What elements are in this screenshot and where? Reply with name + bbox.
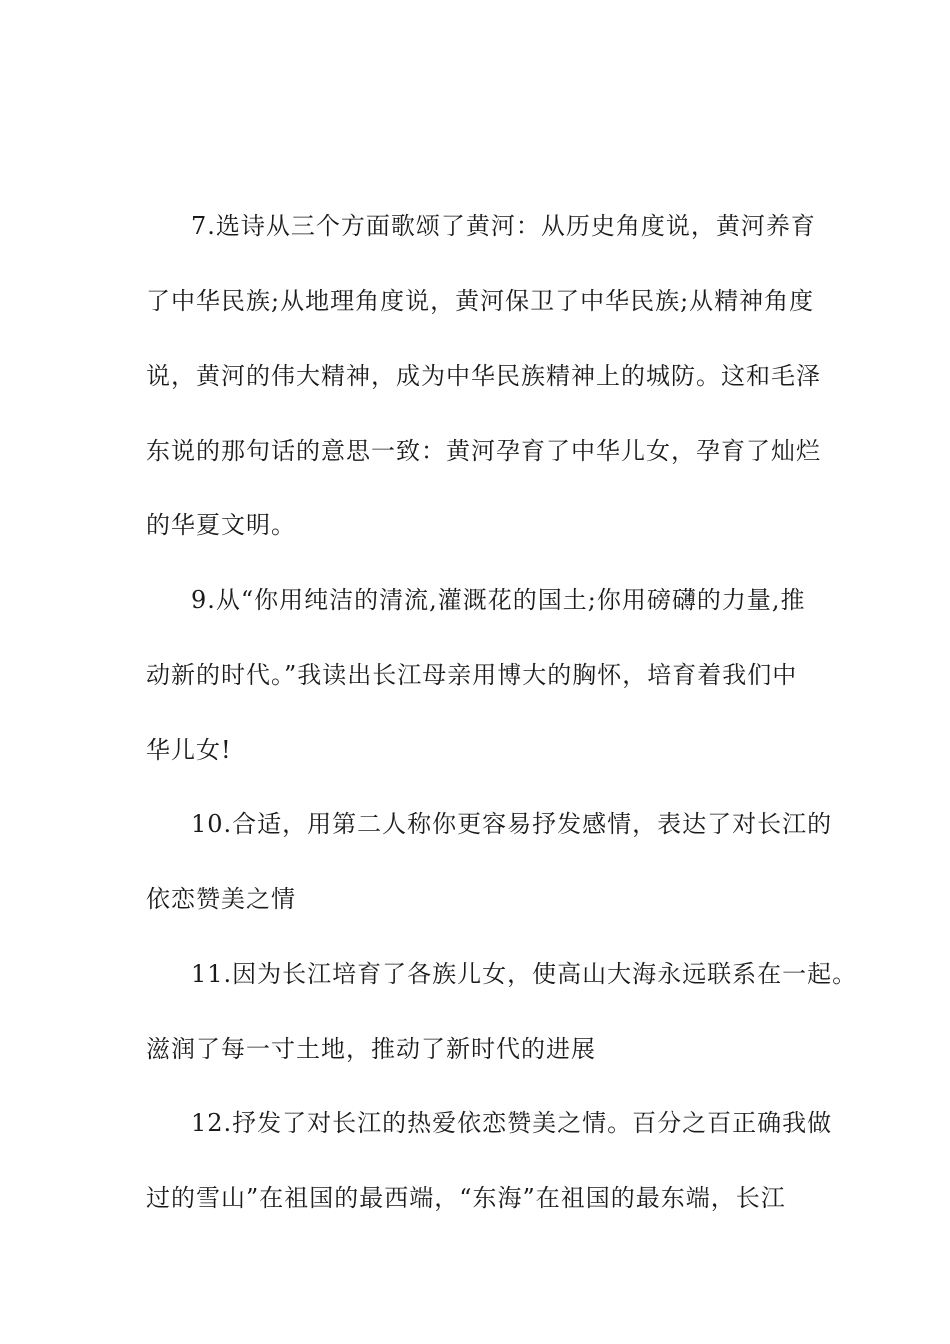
paragraph-7-line-3: 说，黄河的伟大精神，成为中华民族精神上的城防。这和毛泽 xyxy=(146,362,821,390)
paragraph-9-line-3: 华儿女! xyxy=(146,736,232,764)
paragraph-11-line-1: 11.因为长江培育了各族儿女，使高山大海永远联系在一起。 xyxy=(191,960,858,988)
paragraph-7-line-4: 东说的那句话的意思一致：黄河孕育了中华儿女，孕育了灿烂 xyxy=(146,437,821,465)
paragraph-7-line-1: 7.选诗从三个方面歌颂了黄河：从历史角度说，黄河养育 xyxy=(191,212,816,240)
paragraph-9-line-1: 9.从“你用纯洁的清流,灌溉花的国土;你用磅礴的力量,推 xyxy=(191,586,806,614)
paragraph-7-line-5: 的华夏文明。 xyxy=(146,511,296,539)
paragraph-7-line-2: 了中华民族;从地理角度说，黄河保卫了中华民族;从精神角度 xyxy=(146,287,815,315)
paragraph-9-line-2: 动新的时代。”我读出长江母亲用博大的胸怀，培育着我们中 xyxy=(146,661,798,689)
paragraph-11-line-2: 滋润了每一寸土地，推动了新时代的进展 xyxy=(146,1035,596,1063)
paragraph-10-line-2: 依恋赞美之情 xyxy=(146,885,296,913)
paragraph-12-line-1: 12.抒发了对长江的热爱依恋赞美之情。百分之百正确我做 xyxy=(191,1109,833,1137)
paragraph-12-line-2: 过的雪山”在祖国的最西端，“东海”在祖国的最东端，长江 xyxy=(146,1184,786,1212)
paragraph-10-line-1: 10.合适，用第二人称你更容易抒发感情，表达了对长江的 xyxy=(191,810,833,838)
